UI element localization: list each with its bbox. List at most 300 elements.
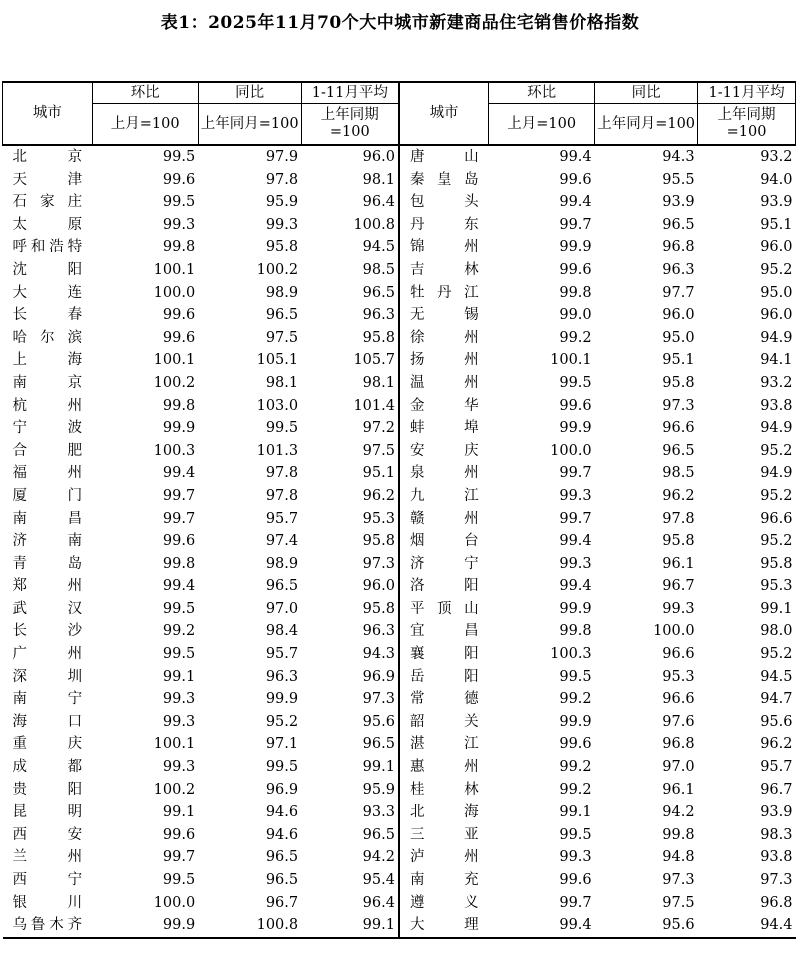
mom-value-left: 99.6 (162, 307, 196, 324)
avg-value-right: 96.8 (760, 894, 793, 911)
avg-value-right: 95.2 (760, 646, 793, 663)
mom-value-left: 100.1 (153, 352, 196, 369)
city-name-right: 温 州 (399, 372, 489, 395)
table-body (3, 145, 796, 938)
yoy-value-left: 95.7 (265, 510, 299, 527)
mom-value-right: 99.3 (559, 555, 592, 572)
city-name-right: 岳 阳 (399, 666, 489, 689)
avg-value-right: 93.9 (760, 194, 793, 211)
mom-value-right: 99.0 (559, 307, 592, 324)
yoy-value-left: 96.5 (265, 307, 299, 324)
avg-value-left: 96.5 (362, 736, 395, 753)
mom-value-right: 99.4 (489, 914, 595, 938)
city-name-right: 扬 州 (399, 349, 489, 372)
yoy-value-left: 98.9 (265, 284, 299, 301)
avg-value-left: 99.1 (362, 759, 395, 776)
yoy-value-right: 95.1 (662, 352, 695, 369)
mom-base-left: 上月=100 (92, 104, 198, 146)
city-name-left: 青 岛 (12, 555, 83, 572)
avg-value-right: 93.2 (760, 374, 793, 391)
yoy-value-left: 99.5 (265, 759, 299, 776)
mom-value-left: 100.3 (153, 442, 196, 459)
yoy-value-right: 96.5 (662, 216, 695, 233)
avg-value-right: 93.2 (760, 149, 793, 165)
mom-value-left: 99.1 (162, 668, 196, 685)
city-name-left: 哈尔滨 (12, 329, 83, 346)
avg-value-left: 93.3 (362, 804, 395, 821)
yoy-value-left: 97.4 (265, 533, 299, 550)
table-row (3, 553, 796, 576)
city-name-left: 沈 阳 (12, 261, 83, 278)
yoy-value-left: 97.8 (265, 487, 299, 504)
mom-value-right: 99.2 (559, 759, 592, 776)
avg-value-right: 95.2 (760, 261, 793, 278)
yoy-value-right: 97.0 (662, 759, 695, 776)
yoy-value-right: 94.3 (662, 149, 695, 165)
city-name-right: 徐 州 (399, 327, 489, 350)
city-name-left: 昆 明 (12, 804, 83, 821)
city-name-left: 合 肥 (12, 442, 83, 459)
price-index-table (2, 81, 796, 939)
city-name-right: 北 海 (399, 801, 489, 824)
yoy-value-right: 95.8 (662, 533, 695, 550)
avg-value-left: 96.5 (362, 284, 395, 301)
mom-value-right: 100.3 (550, 646, 592, 663)
avg-value-right: 95.8 (760, 555, 793, 572)
city-name-left: 上 海 (12, 352, 83, 369)
yoy-value-left: 97.5 (265, 329, 299, 346)
table-row (3, 575, 796, 598)
avg-value-left: 94.2 (362, 849, 395, 866)
yoy-value-left: 96.9 (265, 781, 299, 798)
city-name-left: 大 连 (12, 284, 83, 301)
mom-value-right: 99.6 (559, 261, 592, 278)
mom-value-left: 99.5 (162, 646, 196, 663)
mom-value-left: 99.4 (162, 578, 196, 595)
mom-value-left: 99.3 (162, 216, 196, 233)
yoy-value-right: 97.3 (662, 397, 695, 414)
avg-value-right: 94.9 (760, 465, 793, 482)
yoy-value-left: 94.6 (265, 804, 299, 821)
city-name-right: 宜 昌 (399, 620, 489, 643)
avg-value-right: 94.7 (760, 691, 793, 708)
yoy-value-right: 96.2 (662, 487, 695, 504)
mom-value-left: 99.2 (162, 623, 196, 640)
avg-value-left: 95.1 (362, 465, 395, 482)
yoy-value-left: 100.2 (256, 261, 299, 278)
mom-value-left: 99.8 (162, 555, 196, 572)
yoy-value-right: 93.9 (662, 194, 695, 211)
city-name-right: 遵 义 (399, 892, 489, 915)
city-name-left: 南 昌 (12, 510, 83, 527)
mom-value-right: 99.5 (559, 668, 592, 685)
avg-value-left: 95.8 (362, 600, 395, 617)
city-name-left: 成 都 (12, 759, 83, 776)
mom-value-right: 99.7 (559, 510, 592, 527)
city-name-right: 泉 州 (399, 462, 489, 485)
mom-value-right: 99.7 (559, 465, 592, 482)
city-name-right: 大 理 (399, 914, 489, 938)
city-name-right: 丹 东 (399, 214, 489, 237)
yoy-value-right: 95.5 (662, 171, 695, 188)
yoy-value-right: 99.3 (662, 600, 695, 617)
yoy-value-left: 95.2 (265, 713, 299, 730)
mom-value-left: 100.1 (153, 736, 196, 753)
city-name-left: 长 春 (12, 307, 83, 324)
avg-value-right: 99.1 (760, 600, 793, 617)
city-name-right: 烟 台 (399, 530, 489, 553)
city-name-left: 杭 州 (12, 397, 83, 414)
city-name-left: 厦 门 (12, 487, 83, 504)
mom-value-right: 99.2 (559, 781, 592, 798)
yoy-value-right: 96.8 (662, 239, 695, 256)
table-row (3, 666, 796, 689)
city-name-right: 金 华 (399, 395, 489, 418)
yoy-value-left: 97.1 (265, 736, 299, 753)
avg-value-left: 99.1 (301, 914, 399, 938)
mom-header-left: 环比 (92, 82, 198, 104)
city-name-right: 安 庆 (399, 440, 489, 463)
avg-value-left: 98.1 (362, 374, 395, 391)
avg-value-right: 94.9 (760, 329, 793, 346)
avg-value-left: 96.3 (362, 307, 395, 324)
avg-header-right: 1-11月平均 (698, 82, 796, 104)
yoy-value-left: 96.3 (265, 668, 299, 685)
table-title: 表1：2025年11月70个大中城市新建商品住宅销售价格指数 (160, 13, 640, 33)
mom-base-right: 上月=100 (489, 104, 595, 146)
table-row (3, 259, 796, 282)
yoy-value-left: 98.9 (265, 555, 299, 572)
table-row (3, 372, 796, 395)
city-name-right: 包 头 (399, 191, 489, 214)
table-row (3, 846, 796, 869)
mom-value-right: 99.9 (559, 239, 592, 256)
avg-value-right: 95.0 (760, 284, 793, 301)
city-name-left: 西 宁 (12, 872, 83, 888)
city-name-right: 牡丹江 (399, 282, 489, 305)
city-name-left: 广 州 (12, 646, 83, 663)
city-name-left: 兰 州 (12, 849, 83, 866)
yoy-value-right: 98.5 (662, 465, 695, 482)
avg-value-left: 97.3 (362, 555, 395, 572)
yoy-value-right: 96.7 (662, 578, 695, 595)
avg-value-left: 95.9 (362, 781, 395, 798)
table-row (3, 530, 796, 553)
table-row (3, 801, 796, 824)
avg-value-left: 97.5 (362, 442, 395, 459)
city-name-right: 蚌 埠 (399, 417, 489, 440)
avg-value-left: 94.5 (362, 239, 395, 256)
city-name-left: 海 口 (12, 713, 83, 730)
city-name-right: 桂 林 (399, 779, 489, 802)
table-row (3, 462, 796, 485)
mom-value-left: 99.9 (92, 914, 198, 938)
yoy-value-right: 97.5 (662, 894, 695, 911)
city-name-left: 济 南 (12, 533, 83, 550)
city-name-right: 泸 州 (399, 846, 489, 869)
avg-value-left: 96.3 (362, 623, 395, 640)
yoy-value-left: 96.5 (265, 872, 299, 888)
table-row (3, 508, 796, 531)
city-name-right: 韶 关 (399, 711, 489, 734)
yoy-value-right: 96.3 (662, 261, 695, 278)
yoy-value-right: 97.3 (662, 872, 695, 888)
avg-value-left: 96.4 (362, 194, 395, 211)
yoy-value-left: 98.4 (265, 623, 299, 640)
table-row (3, 349, 796, 372)
yoy-value-left: 97.0 (265, 600, 299, 617)
avg-value-right: 96.7 (760, 781, 793, 798)
mom-value-right: 99.4 (559, 194, 592, 211)
avg-value-left: 100.8 (353, 216, 395, 233)
avg-value-right: 94.4 (698, 914, 796, 938)
mom-value-left: 99.8 (162, 397, 196, 414)
mom-value-left: 99.5 (162, 600, 196, 617)
city-name-right: 锦 州 (399, 236, 489, 259)
yoy-value-left: 101.3 (256, 442, 299, 459)
city-header-right: 城市 (399, 82, 489, 145)
mom-value-left: 99.5 (162, 194, 196, 211)
yoy-value-left: 105.1 (256, 352, 299, 369)
table-row (3, 145, 796, 169)
city-name-right: 惠 州 (399, 756, 489, 779)
table-row (3, 169, 796, 192)
table-row (3, 282, 796, 305)
yoy-value-left: 96.7 (265, 894, 299, 911)
table-row (3, 485, 796, 508)
mom-value-left: 99.1 (162, 804, 196, 821)
yoy-value-right: 96.0 (662, 307, 695, 324)
mom-value-left: 99.3 (162, 691, 196, 708)
city-name-left: 北 京 (12, 149, 83, 165)
mom-value-right: 99.3 (559, 849, 592, 866)
city-name-left: 贵 阳 (12, 781, 83, 798)
mom-value-right: 99.8 (559, 623, 592, 640)
table-row (3, 914, 796, 938)
city-name-left: 呼和浩特 (12, 239, 83, 256)
mom-value-right: 99.3 (559, 487, 592, 504)
yoy-value-left: 99.5 (265, 420, 299, 437)
avg-value-left: 97.2 (362, 420, 395, 437)
avg-value-left: 96.0 (362, 149, 395, 165)
table-row (3, 688, 796, 711)
mom-value-left: 100.2 (153, 781, 196, 798)
yoy-value-left: 97.8 (265, 171, 299, 188)
table-row (3, 304, 796, 327)
avg-value-right: 95.1 (760, 216, 793, 233)
mom-value-right: 99.4 (559, 533, 592, 550)
yoy-value-left: 95.8 (265, 239, 299, 256)
mom-value-right: 99.5 (559, 374, 592, 391)
mom-value-left: 99.3 (162, 713, 196, 730)
city-name-right: 襄 阳 (399, 643, 489, 666)
mom-value-left: 100.2 (153, 374, 196, 391)
avg-value-right: 98.0 (760, 623, 793, 640)
mom-value-right: 99.1 (559, 804, 592, 821)
yoy-value-right: 96.6 (662, 646, 695, 663)
yoy-value-right: 96.6 (662, 420, 695, 437)
yoy-header-left: 同比 (198, 82, 301, 104)
mom-value-right: 99.8 (559, 284, 592, 301)
yoy-value-left: 94.6 (265, 826, 299, 843)
table-row (3, 440, 796, 463)
mom-value-left: 99.6 (162, 329, 196, 346)
yoy-value-right: 94.8 (662, 849, 695, 866)
city-name-right: 无 锡 (399, 304, 489, 327)
yoy-value-right: 95.8 (662, 374, 695, 391)
city-name-left: 银 川 (12, 894, 83, 911)
yoy-value-left: 97.8 (265, 465, 299, 482)
avg-value-right: 95.2 (760, 487, 793, 504)
avg-value-left: 95.8 (362, 533, 395, 550)
avg-header-left: 1-11月平均 (301, 82, 399, 104)
city-name-left: 福 州 (12, 465, 83, 482)
yoy-value-right: 95.3 (662, 668, 695, 685)
mom-value-left: 99.8 (162, 239, 196, 256)
city-header-left: 城市 (3, 82, 93, 145)
mom-value-right: 99.6 (559, 736, 592, 753)
city-name-right: 洛 阳 (399, 575, 489, 598)
mom-value-left: 99.5 (162, 149, 196, 165)
yoy-value-right: 100.0 (653, 623, 695, 640)
mom-value-right: 99.7 (559, 894, 592, 911)
table-row (3, 643, 796, 666)
avg-value-left: 97.3 (362, 691, 395, 708)
city-name-right: 三 亚 (399, 824, 489, 847)
yoy-value-right: 96.6 (662, 691, 695, 708)
mom-value-left: 99.6 (162, 171, 196, 188)
yoy-value-left: 95.9 (265, 194, 299, 211)
avg-value-left: 98.5 (362, 261, 395, 278)
yoy-value-right: 95.0 (662, 329, 695, 346)
yoy-base-left: 上年同月=100 (198, 104, 301, 146)
table-row (3, 711, 796, 734)
mom-value-left: 100.1 (153, 261, 196, 278)
yoy-value-right: 99.8 (662, 826, 695, 843)
yoy-value-left: 96.5 (265, 578, 299, 595)
table-row (3, 892, 796, 915)
yoy-value-right: 95.6 (595, 914, 698, 938)
table-row (3, 327, 796, 350)
city-name-left: 重 庆 (12, 736, 83, 753)
mom-value-left: 100.0 (153, 894, 196, 911)
avg-value-right: 96.2 (760, 736, 793, 753)
city-name-right: 唐 山 (399, 145, 489, 169)
avg-value-right: 95.2 (760, 442, 793, 459)
mom-value-right: 99.6 (559, 397, 592, 414)
mom-value-right: 99.9 (559, 600, 592, 617)
table-row (3, 869, 796, 892)
avg-value-right: 94.9 (760, 420, 793, 437)
city-name-right: 平顶山 (399, 598, 489, 621)
mom-value-left: 99.6 (162, 533, 196, 550)
avg-value-left: 96.2 (362, 487, 395, 504)
avg-value-left: 101.4 (353, 397, 395, 414)
mom-value-right: 100.1 (550, 352, 592, 369)
table-row (3, 214, 796, 237)
avg-value-left: 95.8 (362, 329, 395, 346)
mom-value-left: 99.3 (162, 759, 196, 776)
yoy-value-right: 96.1 (662, 781, 695, 798)
mom-value-right: 99.4 (559, 578, 592, 595)
avg-value-left: 96.0 (362, 578, 395, 595)
avg-value-right: 98.3 (760, 826, 793, 843)
yoy-value-right: 96.8 (662, 736, 695, 753)
avg-value-left: 105.7 (353, 352, 395, 369)
city-name-left: 郑 州 (12, 578, 83, 595)
avg-value-right: 95.2 (760, 533, 793, 550)
yoy-value-right: 97.8 (662, 510, 695, 527)
mom-value-left: 99.7 (162, 849, 196, 866)
mom-value-left: 100.0 (153, 284, 196, 301)
avg-value-right: 96.0 (760, 307, 793, 324)
table-row (3, 824, 796, 847)
mom-value-right: 100.0 (550, 442, 592, 459)
mom-value-right: 99.9 (559, 420, 592, 437)
avg-value-left: 95.6 (362, 713, 395, 730)
table-row (3, 191, 796, 214)
avg-base-left: 上年同期=100 (301, 104, 399, 146)
mom-value-left: 99.4 (162, 465, 196, 482)
avg-value-left: 96.9 (362, 668, 395, 685)
city-name-right: 南 充 (399, 869, 489, 892)
yoy-value-left: 97.9 (265, 149, 299, 165)
table-row (3, 236, 796, 259)
avg-value-left: 94.3 (362, 646, 395, 663)
city-name-right: 吉 林 (399, 259, 489, 282)
avg-value-right: 95.6 (760, 713, 793, 730)
city-name-right: 赣 州 (399, 508, 489, 531)
city-name-right: 秦皇岛 (399, 169, 489, 192)
city-name-left: 深 圳 (12, 668, 83, 685)
city-name-left: 太 原 (12, 216, 83, 233)
yoy-value-left: 99.9 (265, 691, 299, 708)
mom-value-left: 99.9 (162, 420, 196, 437)
yoy-value-left: 95.7 (265, 646, 299, 663)
table-row (3, 779, 796, 802)
mom-value-right: 99.5 (559, 826, 592, 843)
yoy-header-right: 同比 (595, 82, 698, 104)
avg-value-right: 93.8 (760, 849, 793, 866)
yoy-value-right: 97.6 (662, 713, 695, 730)
avg-value-left: 95.4 (362, 872, 395, 888)
avg-value-right: 94.5 (760, 668, 793, 685)
mom-value-left: 99.6 (162, 826, 196, 843)
table-row (3, 733, 796, 756)
city-name-left: 武 汉 (12, 600, 83, 617)
mom-header-right: 环比 (489, 82, 595, 104)
mom-value-right: 99.7 (559, 216, 592, 233)
avg-value-right: 95.3 (760, 578, 793, 595)
mom-value-left: 99.7 (162, 487, 196, 504)
mom-value-right: 99.4 (559, 149, 592, 165)
avg-value-left: 95.3 (362, 510, 395, 527)
avg-value-right: 93.9 (760, 804, 793, 821)
table-row (3, 620, 796, 643)
yoy-value-left: 99.3 (265, 216, 299, 233)
avg-value-right: 94.0 (760, 171, 793, 188)
avg-base-right: 上年同期=100 (698, 104, 796, 146)
mom-value-left: 99.7 (162, 510, 196, 527)
yoy-value-right: 96.5 (662, 442, 695, 459)
mom-value-right: 99.2 (559, 691, 592, 708)
city-name-left: 石家庄 (12, 194, 83, 211)
city-name-left: 南 宁 (12, 691, 83, 708)
mom-value-right: 99.2 (559, 329, 592, 346)
yoy-value-left: 100.8 (198, 914, 301, 938)
avg-value-left: 96.5 (362, 826, 395, 843)
city-name-right: 湛 江 (399, 733, 489, 756)
